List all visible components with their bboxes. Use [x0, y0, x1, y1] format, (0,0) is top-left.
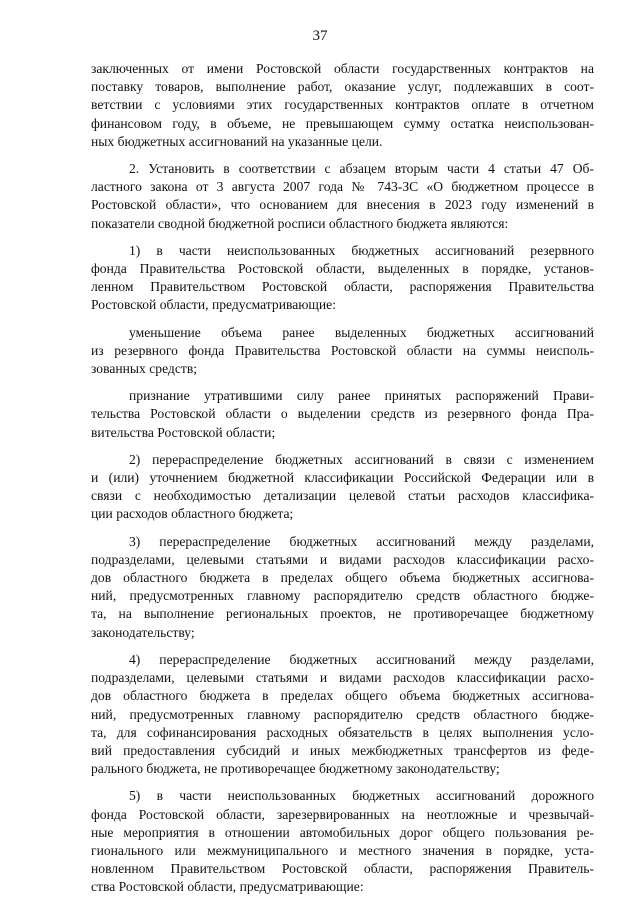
text-line: и (или) уточнением бюджетной классификации Российской Федерации или в [91, 470, 594, 486]
paragraph [91, 451, 594, 524]
page-number: 37 [312, 28, 328, 44]
paragraph [91, 787, 594, 896]
text-line: поставку товаров, выполнение работ, оказание услуг, подлежавших в соот- [91, 79, 594, 95]
text-line: та, на выполнение региональных проектов, не противоречащее бюджетному [91, 606, 594, 622]
text-line: дов областного бюджета в пределах общего объема бюджетных ассигнова- [91, 688, 594, 704]
paragraph [91, 324, 594, 379]
text-line: показатели сводной бюджетной росписи областного бюджета являются: [91, 215, 509, 231]
paragraph [91, 242, 594, 315]
text-line: ний, предусмотренных главному распорядителю средств областного бюдже- [91, 588, 594, 604]
text-line: подразделами, целевыми статьями и видами расходов классификации расхо- [91, 551, 594, 567]
text-line: ветствии с условиями этих государственных контрактов оплате в отчетном [91, 97, 594, 113]
paragraph [91, 387, 594, 442]
paragraph [91, 651, 594, 778]
text-line: гионального или межмуниципального и местного значения в порядке, уста- [91, 842, 594, 858]
text-line: ний, предусмотренных главному распорядителю средств областного бюдже- [91, 706, 594, 722]
text-line: финансовом году, в объеме, не превышающем сумму остатка неиспользован- [91, 115, 594, 131]
text-line: ции расходов областного бюджета; [91, 506, 294, 522]
document-body [91, 60, 594, 906]
text-line: фонда Правительства Ростовской области, выделенных в порядке, установ- [91, 261, 594, 277]
text-line: новленном Правительством Ростовской области, распоряжения Правитель- [91, 861, 594, 877]
text-line: из резервного фонда Правительства Ростовской области на суммы неисполь- [91, 342, 594, 358]
text-line: законодательству; [91, 624, 195, 640]
text-line: 4) перераспределение бюджетных ассигнований между разделами, [129, 651, 594, 667]
text-line: ные мероприятия в отношении автомобильных дорог общего пользования ре- [91, 824, 594, 840]
text-line: ных бюджетных ассигнований на указанные цели. [91, 133, 383, 149]
text-line: Ростовской области, предусматривающие: [91, 297, 336, 313]
text-line: дов областного бюджета в пределах общего объема бюджетных ассигнова- [91, 570, 594, 586]
text-line: 3) перераспределение бюджетных ассигнований между разделами, [129, 533, 594, 549]
paragraph [91, 160, 594, 233]
text-line: 5) в части неиспользованных бюджетных ассигнований дорожного [129, 788, 594, 804]
text-line: 2. Установить в соответствии с абзацем вторым части 4 статьи 47 Об- [129, 161, 594, 177]
paragraph [91, 533, 594, 642]
text-line: ленном Правительством Ростовской области, распоряжения Правительства [91, 279, 594, 295]
text-line: ластного закона от 3 августа 2007 года № 743-ЗС «О бюджетном процессе в [91, 179, 594, 195]
text-line: 2) перераспределение бюджетных ассигнований в связи с изменением [129, 451, 594, 467]
text-line: признание утратившими силу ранее принятых распоряжений Прави- [129, 388, 594, 404]
text-line: вий предоставления субсидий и иных межбюджетных трансфертов из феде- [91, 742, 594, 758]
text-line: Ростовской области», что основанием для внесения в 2023 году изменений в [91, 197, 594, 213]
text-line: фонда Ростовской области, зарезервированных на неотложные и чрезвычай- [91, 806, 594, 822]
text-line: зованных средств; [91, 361, 198, 377]
text-line: подразделами, целевыми статьями и видами расходов классификации расхо- [91, 670, 594, 686]
text-line: та, для софинансирования расходных обязательств в целях выполнения усло- [91, 724, 594, 740]
text-line: ства Ростовской области, предусматривающие: [91, 879, 364, 895]
text-line: рального бюджета, не противоречащее бюджетному законодательству; [91, 761, 500, 777]
text-line: 1) в части неиспользованных бюджетных ассигнований резервного [129, 242, 594, 258]
text-line: связи с необходимостью детализации целевой статьи расходов классифика- [91, 488, 594, 504]
text-line: уменьшение объема ранее выделенных бюджетных ассигнований [129, 324, 594, 340]
text-line: заключенных от имени Ростовской области государственных контрактов на [91, 61, 594, 76]
text-line: тельства Ростовской области о выделении средств из резервного фонда Пра- [91, 406, 594, 422]
text-line: вительства Ростовской области; [91, 424, 276, 440]
paragraph [91, 60, 594, 151]
